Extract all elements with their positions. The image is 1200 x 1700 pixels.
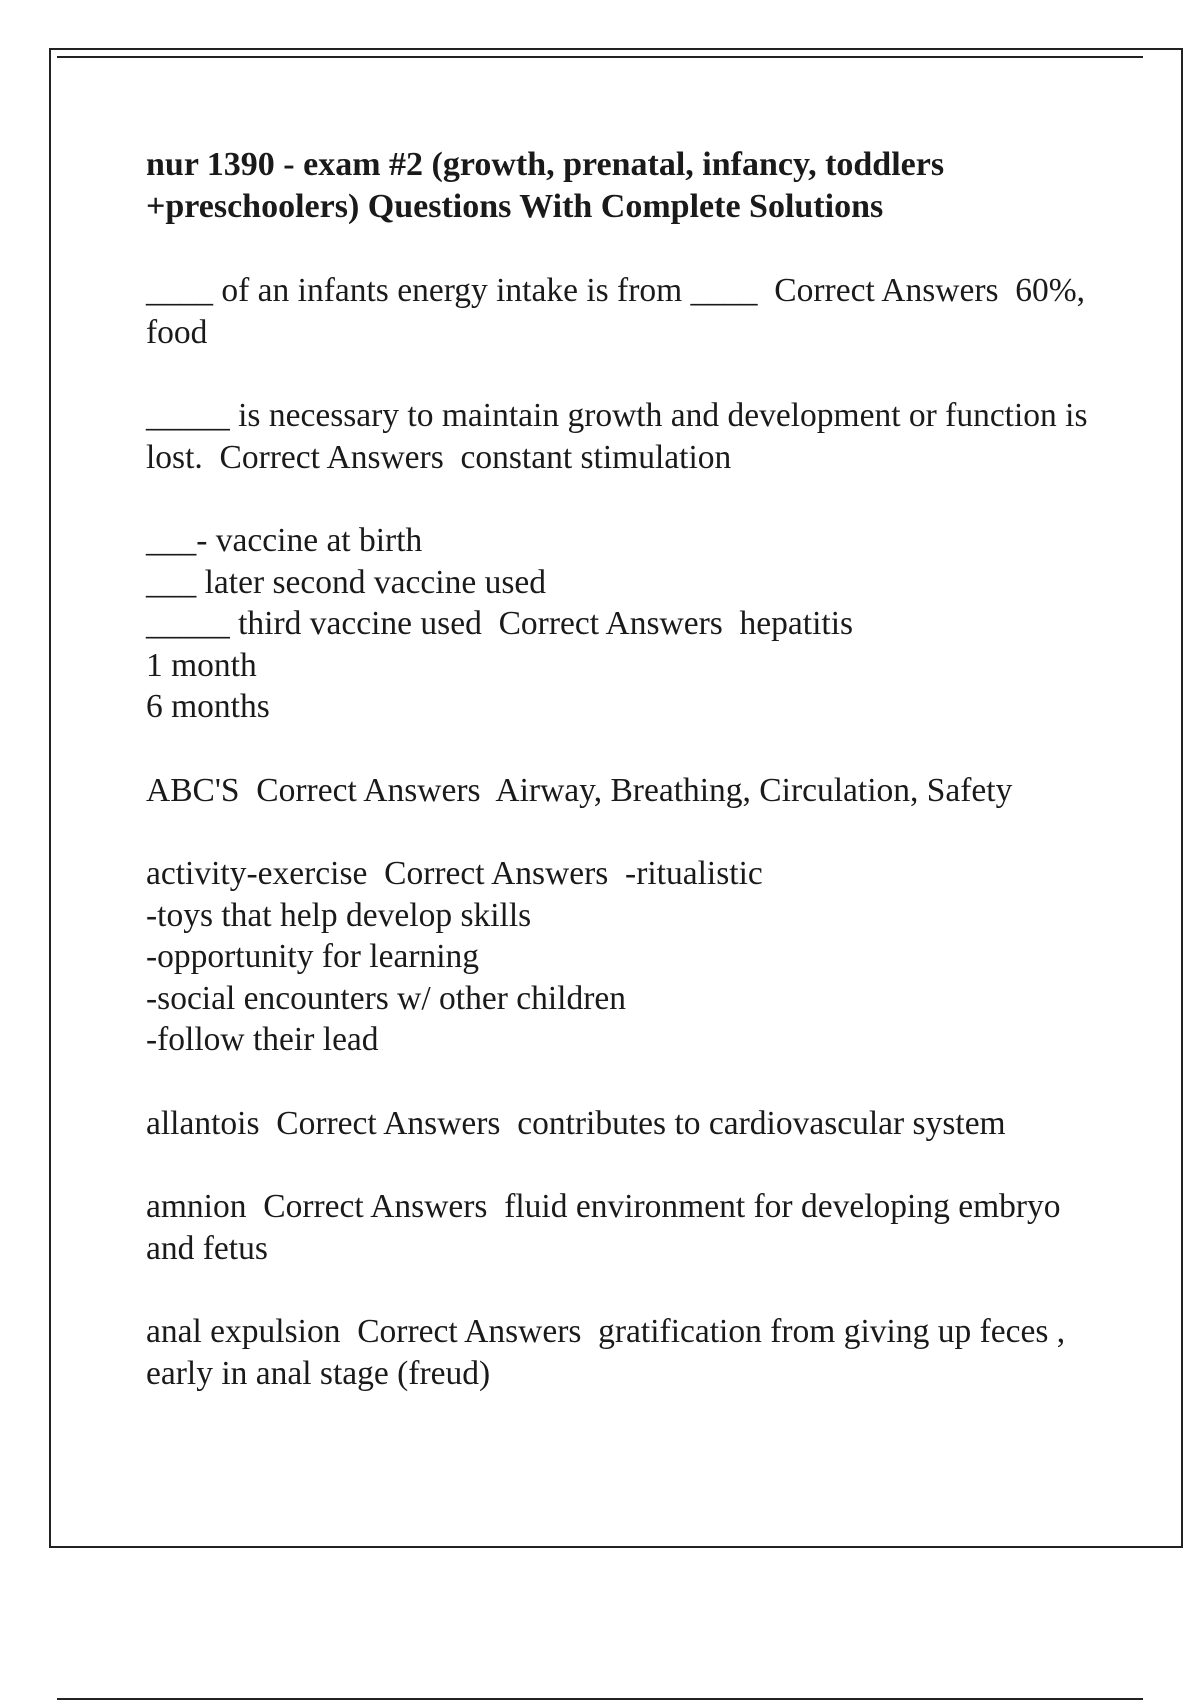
document-body xyxy=(146,144,1106,1436)
header-rule xyxy=(57,56,1143,58)
qa-entry: ABC'S Correct Answers Airway, Breathing, Circulation, Safety xyxy=(146,771,1013,809)
qa-entry: ___- vaccine at birth ___ later second vaccine used _____ third vaccine used Correct Answers hepatitis 1 month 6 months xyxy=(146,522,854,725)
qa-entry: ____ of an infants energy intake is from ____ Correct Answers 60%, food xyxy=(146,272,1094,351)
qa-entry: amnion Correct Answers fluid environment for developing embryo and fetus xyxy=(146,1188,1069,1267)
qa-entry: allantois Correct Answers contributes to cardiovascular system xyxy=(146,1104,1006,1142)
document-title: nur 1390 - exam #2 (growth, prenatal, infancy, toddlers +preschoolers) Questions With Complete Solutions xyxy=(146,146,945,225)
qa-entry: activity-exercise Correct Answers -ritualistic -toys that help develop skills -opportunity for learning -social encounters w/ other children -follow their lead xyxy=(146,855,763,1058)
qa-entry: anal expulsion Correct Answers gratification from giving up feces , early in anal stage (freud) xyxy=(146,1313,1074,1392)
qa-entry: _____ is necessary to maintain growth and development or function is lost. Correct Answers constant stimulation xyxy=(146,397,1096,476)
